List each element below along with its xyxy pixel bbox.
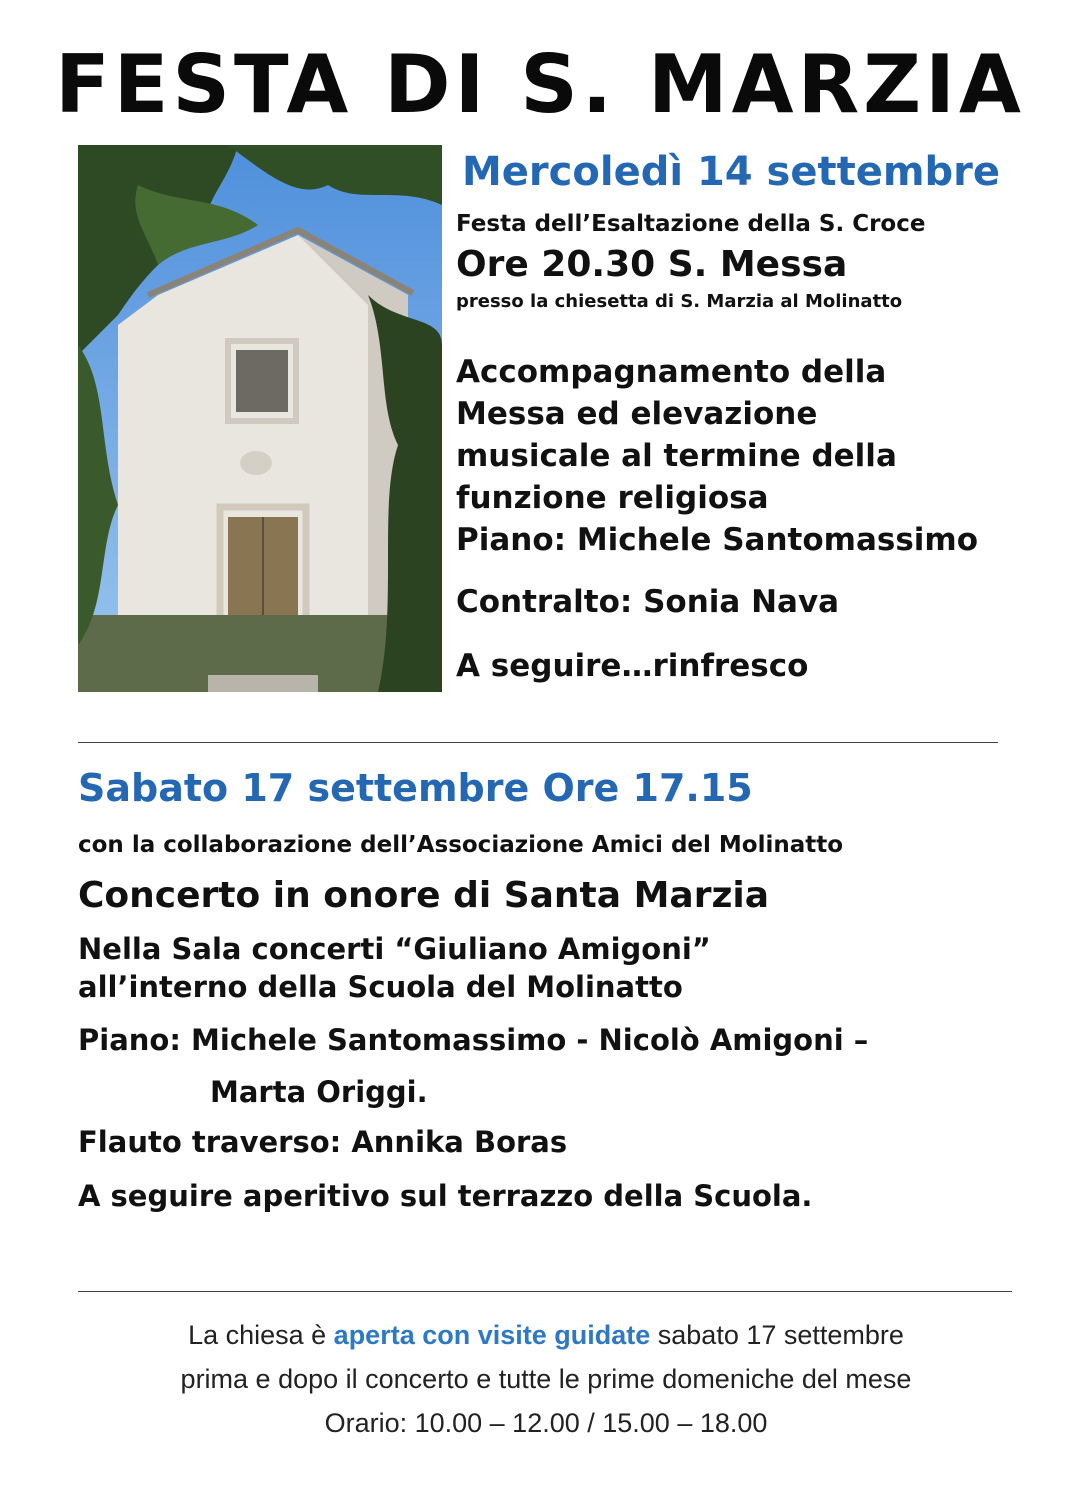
accompaniment-line: Messa ed elevazione <box>456 396 818 432</box>
event2-piano-continued: Marta Origgi. <box>210 1075 428 1109</box>
event1-feast: Festa dell’Esaltazione della S. Croce <box>456 211 926 237</box>
event2-collaboration: con la collaborazione dell’Associazione Amici del Molinatto <box>78 832 844 858</box>
accompaniment-line: funzione religiosa <box>456 480 769 516</box>
hall-line: all’interno della Scuola del Molinatto <box>78 970 683 1004</box>
hall-line: Nella Sala concerti “Giuliano Amigoni” <box>78 932 711 966</box>
poster-title: FESTA DI S. MARZIA <box>55 38 1025 131</box>
event2-date: Sabato 17 settembre Ore 17.15 <box>78 766 753 810</box>
event2-followup: A seguire aperitivo sul terrazzo della Scuola. <box>78 1179 813 1213</box>
event2-concert-title: Concerto in onore di Santa Marzia <box>78 875 770 916</box>
info-hours: Orario: 10.00 – 12.00 / 15.00 – 18.00 <box>324 1408 768 1438</box>
info-text: La chiesa è <box>188 1320 334 1350</box>
accompaniment-line: Accompagnamento della <box>456 354 887 390</box>
info-line-1 <box>0 1313 1080 1357</box>
visiting-info <box>0 1313 1080 1445</box>
event2-flute: Flauto traverso: Annika Boras <box>78 1125 568 1159</box>
event1-followup: A seguire…rinfresco <box>456 648 809 684</box>
event1-piano: Piano: Michele Santomassimo <box>456 522 978 558</box>
info-line-2: prima e dopo il concerto e tutte le prime domeniche del mese <box>180 1364 912 1394</box>
event-saturday <box>78 762 1038 1216</box>
event2-piano: Piano: Michele Santomassimo - Nicolò Amigoni – <box>78 1023 869 1057</box>
accompaniment-line: musicale al termine della <box>456 438 897 474</box>
event-wednesday <box>456 145 1056 687</box>
info-highlight: aperta con visite guidate <box>333 1320 651 1350</box>
event1-contralto: Contralto: Sonia Nava <box>456 584 840 620</box>
chapel-photo <box>78 145 442 692</box>
event1-place: presso la chiesetta di S. Marzia al Molinatto <box>456 291 903 312</box>
divider <box>78 742 998 743</box>
event1-date: Mercoledì 14 settembre <box>462 149 1001 195</box>
event1-accompaniment <box>456 351 1056 519</box>
event2-hall <box>78 930 1038 1006</box>
info-text: sabato 17 settembre <box>650 1320 904 1350</box>
divider <box>78 1291 1012 1292</box>
event1-mass-time: Ore 20.30 S. Messa <box>456 244 848 285</box>
